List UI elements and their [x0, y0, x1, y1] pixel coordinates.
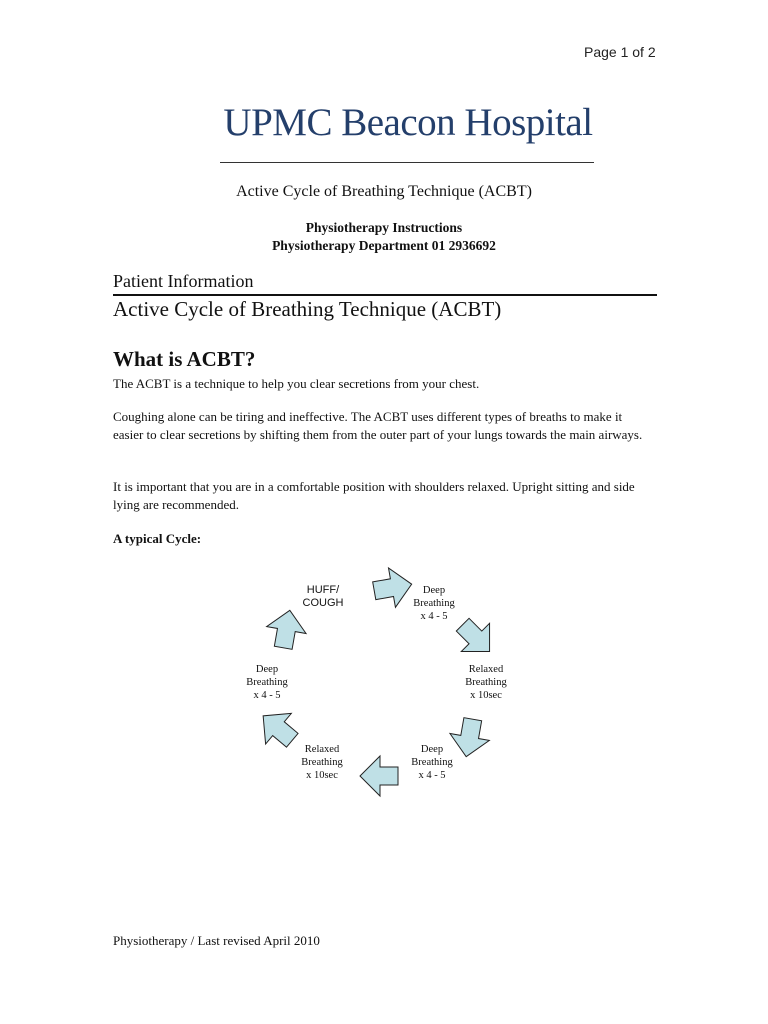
paragraph-intro: The ACBT is a technique to help you clear secretions from your chest.	[113, 376, 480, 391]
step-relaxed-right-line2: Breathing	[465, 677, 507, 688]
step-relaxed-breathing-right	[454, 663, 518, 702]
step-deep-left-line1: Deep	[255, 664, 279, 675]
hospital-logo: UPMC Beacon Hospital	[223, 101, 593, 144]
step-deep-top-line2: Breathing	[413, 598, 455, 609]
step-relaxed-bottom-line1: Relaxed	[304, 744, 340, 755]
subtitle-instructions: Physiotherapy Instructions	[305, 220, 463, 235]
step-deep-bottom-line1: Deep	[420, 744, 444, 755]
step-deep-breathing-left	[235, 663, 299, 702]
step-huff-cough	[290, 584, 356, 610]
section-label: Patient Information	[113, 271, 254, 291]
step-relaxed-bottom-line2: Breathing	[301, 757, 343, 768]
step-deep-left-line3: x 4 - 5	[253, 690, 281, 701]
cycle-arrow-4	[360, 756, 398, 796]
what-is-heading: What is ACBT?	[113, 347, 256, 371]
cycle-label: A typical Cycle:	[113, 531, 202, 546]
paragraph-coughing: Coughing alone can be tiring and ineffective. The ACBT uses different types of breaths to make it easier to clear secretions by shifting them from the outer part of your lungs towards the main airways.	[113, 409, 643, 442]
step-deep-top-line1: Deep	[422, 585, 446, 596]
page-number: Page 1 of 2	[584, 44, 656, 60]
step-huff-line2: COUGH	[302, 597, 344, 609]
breathing-cycle-diagram	[220, 560, 540, 810]
step-relaxed-bottom-line3: x 10sec	[306, 770, 338, 781]
footer-revision: Physiotherapy / Last revised April 2010	[113, 933, 320, 948]
step-deep-breathing-top	[402, 584, 466, 623]
subtitle-department: Physiotherapy Department 01 2936692	[272, 238, 496, 253]
step-deep-left-line2: Breathing	[246, 677, 288, 688]
step-huff-line1: HUFF/	[306, 584, 340, 596]
paragraph-position: It is important that you are in a comfortable position with shoulders relaxed. Upright sitting and side lying are recommended.	[113, 479, 635, 512]
step-deep-bottom-line2: Breathing	[411, 757, 453, 768]
section-divider	[113, 294, 657, 296]
section-title: Active Cycle of Breathing Technique (ACBT)	[113, 297, 502, 321]
step-relaxed-breathing-bottom	[290, 743, 354, 782]
step-deep-top-line3: x 4 - 5	[420, 611, 448, 622]
logo-divider	[220, 162, 594, 163]
document-title: Active Cycle of Breathing Technique (ACBT)	[236, 183, 532, 200]
step-relaxed-right-line1: Relaxed	[468, 664, 504, 675]
step-relaxed-right-line3: x 10sec	[470, 690, 502, 701]
step-deep-bottom-line3: x 4 - 5	[418, 770, 446, 781]
step-deep-breathing-bottom	[400, 743, 464, 782]
cycle-arrow-6	[264, 607, 310, 651]
